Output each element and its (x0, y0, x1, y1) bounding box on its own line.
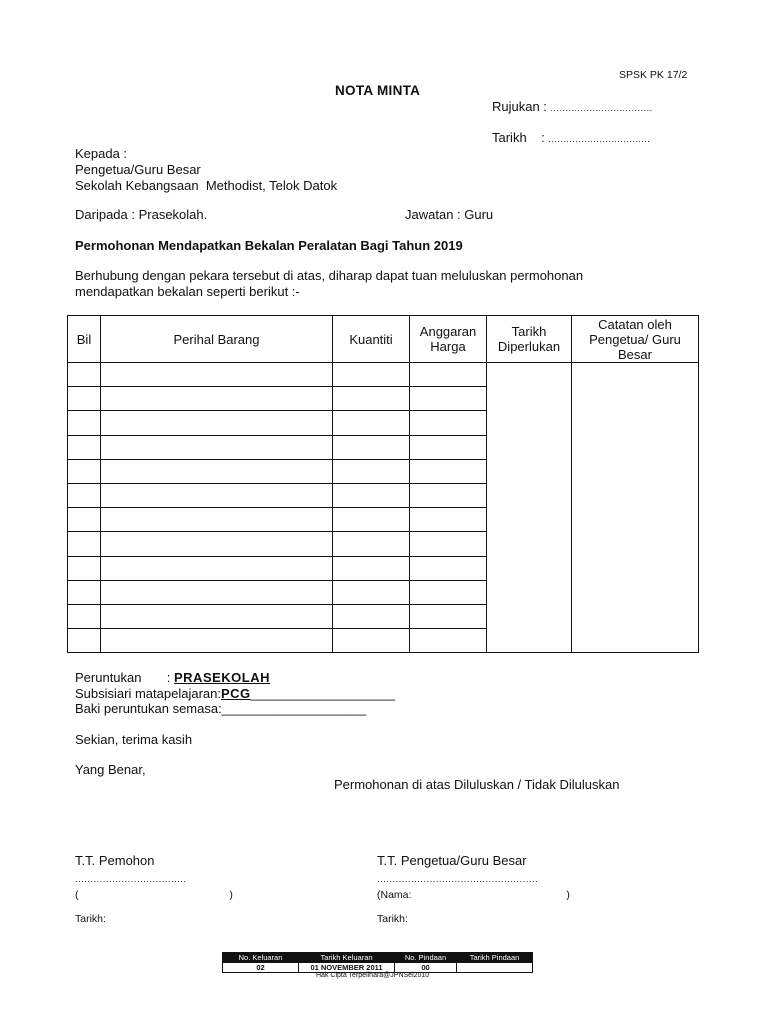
cell-perihal[interactable] (101, 387, 333, 411)
revision-header-no-pindaan: No. Pindaan (395, 953, 457, 963)
cell-kuantiti[interactable] (333, 580, 410, 604)
applicant-name-bracket (75, 888, 233, 902)
revision-header-row (223, 953, 533, 963)
cell-catatan[interactable] (572, 363, 699, 653)
cell-perihal[interactable] (101, 532, 333, 556)
principal-signature-block (377, 854, 570, 926)
cell-perihal[interactable] (101, 604, 333, 628)
baki-line (75, 701, 395, 717)
cell-perihal[interactable] (101, 459, 333, 483)
daripada-text: Daripada : Prasekolah. (75, 207, 208, 222)
peruntukan-line (75, 670, 395, 686)
items-table (67, 315, 699, 653)
header-tarikh (487, 316, 572, 363)
yang-benar-text: Yang Benar, (75, 762, 146, 777)
cell-bil[interactable] (68, 580, 101, 604)
allocation-block (75, 670, 395, 717)
cell-kuantiti[interactable] (333, 629, 410, 653)
cell-kuantiti[interactable] (333, 604, 410, 628)
subsidiari-blank: ____________________ (250, 685, 396, 701)
kepada-label: Kepada : (75, 146, 128, 161)
cell-bil[interactable] (68, 411, 101, 435)
approval-text: Permohonan di atas Diluluskan / Tidak Diluluskan (334, 777, 620, 792)
subsidiari-label: Subsisiari matapelajaran: (75, 685, 221, 701)
cell-kuantiti[interactable] (333, 508, 410, 532)
cell-kuantiti[interactable] (333, 387, 410, 411)
page-title: NOTA MINTA (335, 83, 421, 98)
cell-kuantiti[interactable] (333, 363, 410, 387)
cell-perihal[interactable] (101, 411, 333, 435)
cell-perihal[interactable] (101, 556, 333, 580)
body-line-2: mendapatkan bekalan seperti berikut :- (75, 283, 300, 299)
revision-header-tarikh-pindaan: Tarikh Pindaan (457, 953, 533, 963)
cell-perihal[interactable] (101, 629, 333, 653)
rujukan-blank: .................................. (550, 103, 653, 113)
header-tarikh-line1: Tarikh (511, 324, 547, 339)
cell-perihal[interactable] (101, 580, 333, 604)
cell-anggaran[interactable] (410, 483, 487, 507)
header-catatan-line1: Catatan oleh (598, 316, 672, 332)
principal-name-bracket (377, 888, 570, 902)
principal-signature-line: .................................................... (377, 874, 539, 884)
cell-anggaran[interactable] (410, 459, 487, 483)
cell-bil[interactable] (68, 387, 101, 411)
peruntukan-value: PRASEKOLAH (174, 670, 271, 685)
cell-anggaran[interactable] (410, 629, 487, 653)
header-tarikh-line2: Diperlukan (497, 339, 561, 354)
body-line-1: Berhubung dengan pekara tersebut di atas, diharap dapat tuan meluluskan permohonan (75, 268, 584, 283)
cell-perihal[interactable] (101, 435, 333, 459)
principal-signature-title: T.T. Pengetua/Guru Besar (377, 853, 527, 868)
cell-anggaran[interactable] (410, 387, 487, 411)
principal-tarikh: Tarikh: (377, 913, 408, 925)
cell-bil[interactable] (68, 508, 101, 532)
copyright-text: Hak Cipta Terpelihara@JPNSel2010 (316, 972, 430, 979)
cell-kuantiti[interactable] (333, 556, 410, 580)
principal-close-paren: ) (566, 889, 570, 901)
cell-bil[interactable] (68, 629, 101, 653)
revision-header-no-keluaran: No. Keluaran (223, 953, 299, 963)
subject-line: Permohonan Mendapatkan Bekalan Peralatan Bagi Tahun 2019 (75, 238, 463, 253)
cell-kuantiti[interactable] (333, 459, 410, 483)
header-anggaran (410, 316, 487, 363)
applicant-signature-line: .................................... (75, 874, 187, 884)
applicant-tarikh: Tarikh: (75, 913, 106, 925)
table-row (68, 363, 699, 387)
cell-anggaran[interactable] (410, 363, 487, 387)
header-anggaran-line1: Anggaran (419, 324, 477, 339)
closing-text: Sekian, terima kasih (75, 732, 193, 747)
cell-anggaran[interactable] (410, 556, 487, 580)
cell-anggaran[interactable] (410, 604, 487, 628)
header-kuantiti: Kuantiti (333, 316, 410, 363)
subsidiari-line (75, 686, 395, 702)
revision-value-row (223, 963, 533, 973)
rujukan-field (492, 99, 653, 114)
baki-blank: ____________________ (221, 701, 367, 716)
cell-bil[interactable] (68, 532, 101, 556)
cell-anggaran[interactable] (410, 411, 487, 435)
revision-header-tarikh-keluaran: Tarikh Keluaran (299, 953, 395, 963)
header-perihal: Perihal Barang (101, 316, 333, 363)
header-anggaran-line2: Harga (430, 339, 466, 354)
cell-anggaran[interactable] (410, 580, 487, 604)
cell-bil[interactable] (68, 556, 101, 580)
applicant-close-paren: ) (229, 889, 233, 901)
cell-perihal[interactable] (101, 363, 333, 387)
cell-bil[interactable] (68, 435, 101, 459)
table-header-row (68, 316, 699, 363)
rujukan-label: Rujukan : (492, 99, 547, 114)
header-catatan (572, 316, 699, 363)
cell-bil[interactable] (68, 483, 101, 507)
cell-kuantiti[interactable] (333, 411, 410, 435)
cell-bil[interactable] (68, 363, 101, 387)
form-code: SPSK PK 17/2 (619, 69, 688, 81)
revision-no-keluaran: 02 (223, 963, 299, 973)
cell-bil[interactable] (68, 459, 101, 483)
cell-bil[interactable] (68, 604, 101, 628)
tarikh-blank: .................................. (548, 134, 651, 144)
tarikh-field (492, 130, 650, 145)
recipient-title: Pengetua/Guru Besar (75, 162, 201, 177)
peruntukan-label: Peruntukan : (75, 670, 174, 685)
header-catatan-line2: Pengetua/ Guru (589, 331, 681, 347)
tarikh-label: Tarikh : (492, 130, 545, 145)
header-bil: Bil (68, 316, 101, 363)
body-paragraph (75, 268, 583, 299)
baki-label: Baki peruntukan semasa: (75, 701, 222, 716)
cell-anggaran[interactable] (410, 435, 487, 459)
revision-no-pindaan: 00 (395, 963, 457, 973)
jawatan-text: Jawatan : Guru (405, 207, 494, 222)
applicant-open-paren: ( (75, 889, 79, 901)
recipient-school: Sekolah Kebangsaan Methodist, Telok Datok (75, 178, 338, 193)
cell-perihal[interactable] (101, 483, 333, 507)
cell-kuantiti[interactable] (333, 532, 410, 556)
cell-tarikh-diperlukan[interactable] (487, 363, 572, 653)
applicant-signature-block (75, 854, 233, 926)
cell-perihal[interactable] (101, 508, 333, 532)
cell-kuantiti[interactable] (333, 435, 410, 459)
cell-anggaran[interactable] (410, 532, 487, 556)
revision-tarikh-pindaan (457, 963, 533, 973)
revision-tarikh-keluaran: 01 NOVEMBER 2011 (299, 963, 395, 973)
subsidiari-value: PCG (220, 685, 251, 701)
applicant-signature-title: T.T. Pemohon (75, 853, 155, 868)
header-catatan-line3: Besar (618, 346, 652, 362)
recipient-block (75, 146, 337, 194)
cell-kuantiti[interactable] (333, 483, 410, 507)
revision-table (222, 952, 533, 973)
principal-nama-label: (Nama: (377, 889, 412, 901)
cell-anggaran[interactable] (410, 508, 487, 532)
